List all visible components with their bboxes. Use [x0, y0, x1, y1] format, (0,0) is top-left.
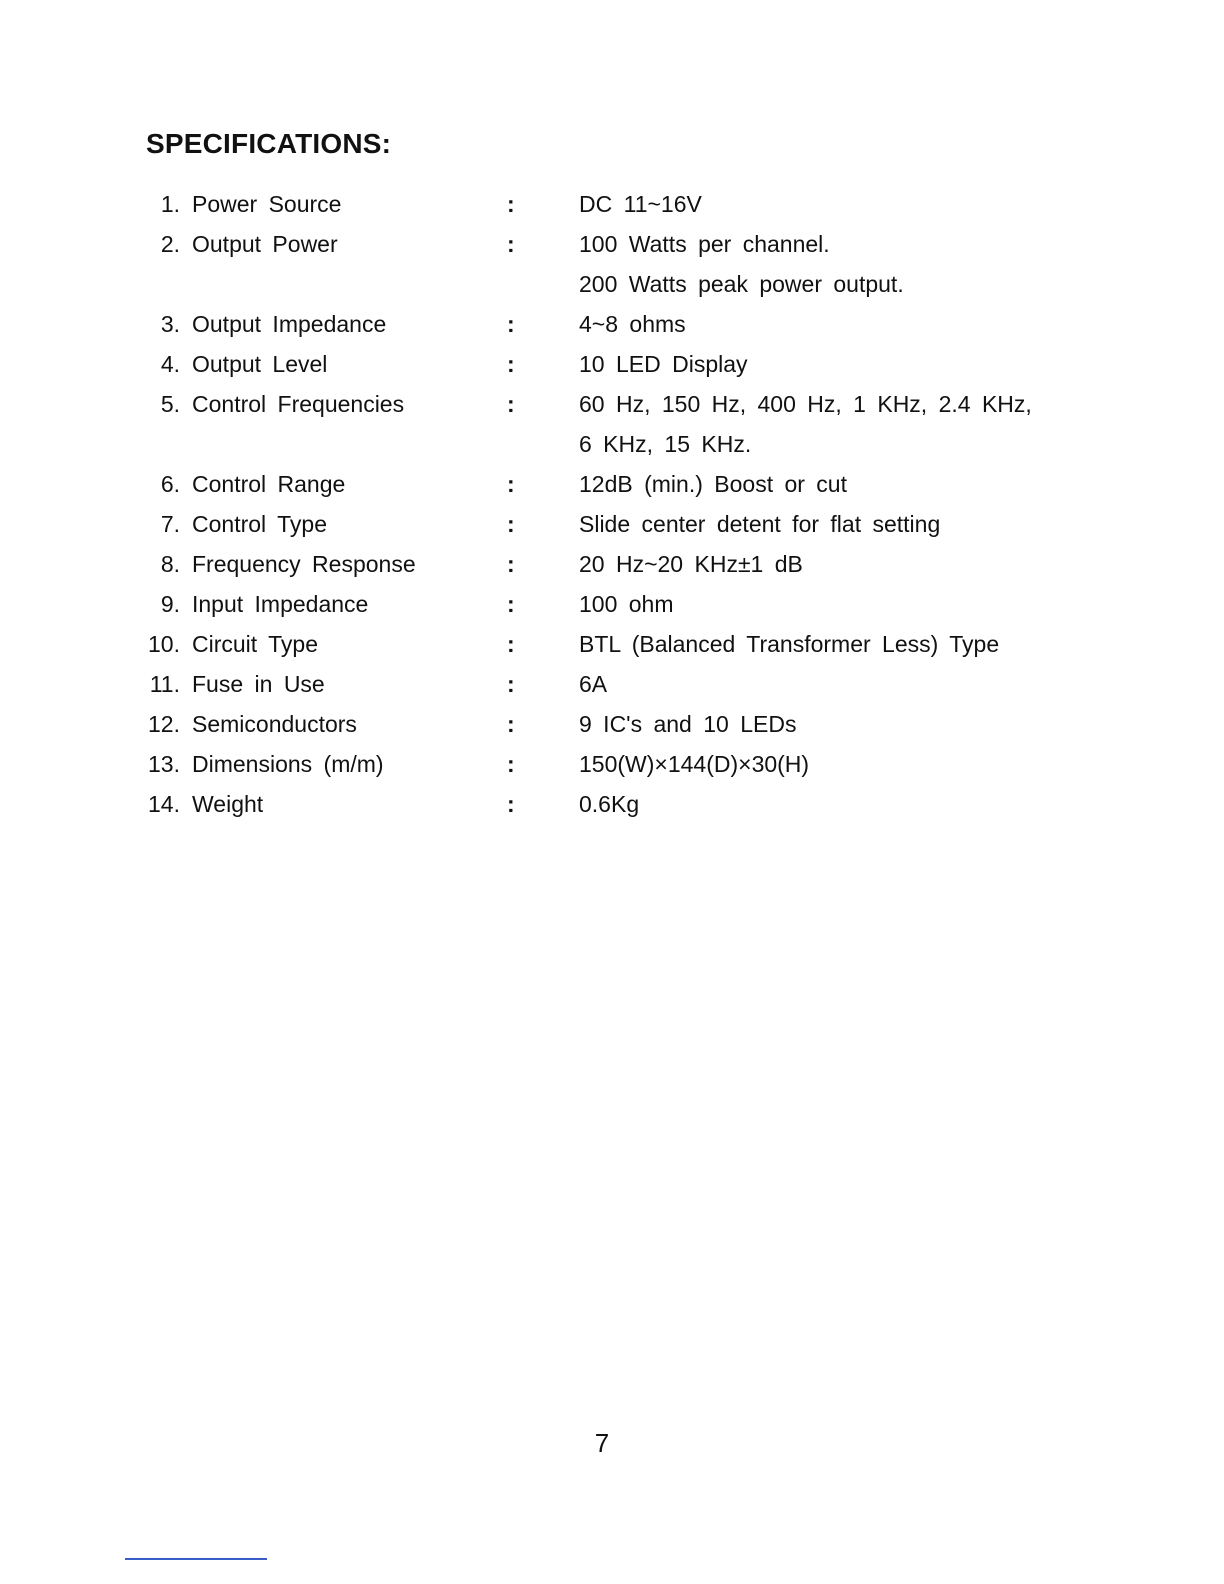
- spec-label: Power Source: [192, 191, 342, 217]
- spec-number: 1.: [160, 191, 180, 217]
- spec-row: [140, 464, 1100, 504]
- page-title: SPECIFICATIONS:: [146, 128, 392, 159]
- spec-value-line: 60 Hz, 150 Hz, 400 Hz, 1 KHz, 2.4 KHz,: [579, 391, 1032, 417]
- spec-value-line: 6 KHz, 15 KHz.: [579, 431, 752, 457]
- spec-label: Output Power: [192, 231, 338, 257]
- spec-number: 4.: [160, 351, 180, 377]
- spec-value: [579, 384, 1032, 464]
- spec-separator: :: [507, 671, 515, 697]
- spec-value-line: 9 IC's and 10 LEDs: [579, 711, 797, 737]
- spec-value-line: 20 Hz~20 KHz±1 dB: [579, 551, 803, 577]
- spec-row: [140, 584, 1100, 624]
- spec-value: [579, 624, 999, 664]
- footer-divider: [125, 1558, 267, 1560]
- spec-separator: :: [507, 711, 515, 737]
- spec-value: [579, 744, 809, 784]
- spec-label: Control Frequencies: [192, 391, 405, 417]
- spec-separator: :: [507, 631, 515, 657]
- spec-number: 8.: [160, 551, 180, 577]
- spec-value: [579, 344, 748, 384]
- spec-value: [579, 544, 803, 584]
- spec-separator: :: [507, 791, 515, 817]
- spec-separator: :: [507, 471, 515, 497]
- spec-row: [140, 184, 1100, 224]
- spec-value: [579, 704, 796, 744]
- spec-label: Semiconductors: [192, 711, 357, 737]
- spec-row: [140, 784, 1100, 824]
- spec-number: 7.: [160, 511, 180, 537]
- spec-row: [140, 344, 1100, 384]
- spec-number: 9.: [160, 591, 180, 617]
- spec-number: 5.: [160, 391, 180, 417]
- spec-value: [579, 664, 607, 704]
- spec-row: [140, 304, 1100, 344]
- spec-row: [140, 624, 1100, 664]
- spec-number: 12.: [148, 711, 180, 737]
- spec-value: [579, 584, 674, 624]
- spec-label: Input Impedance: [192, 591, 369, 617]
- page-number: 7: [594, 1428, 610, 1458]
- spec-separator: :: [507, 311, 515, 337]
- spec-row: [140, 544, 1100, 584]
- spec-number: 2.: [160, 231, 180, 257]
- spec-value-line: 4~8 ohms: [579, 311, 686, 337]
- spec-value: [579, 504, 940, 544]
- spec-value: [579, 784, 639, 824]
- spec-row: [140, 504, 1100, 544]
- spec-row: [140, 224, 1100, 304]
- spec-value-line: 10 LED Display: [579, 351, 748, 377]
- spec-number: 11.: [149, 671, 180, 697]
- spec-number: 13.: [148, 751, 180, 777]
- spec-label: Control Type: [192, 511, 327, 537]
- spec-separator: :: [507, 231, 515, 257]
- spec-value: [579, 224, 904, 304]
- spec-label: Circuit Type: [192, 631, 319, 657]
- spec-number: 3.: [160, 311, 180, 337]
- spec-number: 10.: [148, 631, 180, 657]
- spec-number: 14.: [148, 791, 180, 817]
- spec-value-line: 100 ohm: [579, 591, 674, 617]
- spec-row: [140, 664, 1100, 704]
- spec-separator: :: [507, 751, 515, 777]
- spec-separator: :: [507, 591, 515, 617]
- spec-row: [140, 384, 1100, 464]
- spec-value-line: 12dB (min.) Boost or cut: [579, 471, 847, 497]
- spec-label: Output Level: [192, 351, 328, 377]
- spec-separator: :: [507, 391, 515, 417]
- spec-value-line: BTL (Balanced Transformer Less) Type: [579, 631, 1000, 657]
- spec-value-line: Slide center detent for flat setting: [579, 511, 941, 537]
- spec-value-line: 200 Watts peak power output.: [579, 271, 904, 297]
- spec-separator: :: [507, 551, 515, 577]
- spec-row: [140, 704, 1100, 744]
- spec-row: [140, 744, 1100, 784]
- spec-label: Fuse in Use: [192, 671, 325, 697]
- spec-label: Dimensions (m/m): [192, 751, 384, 777]
- spec-value: [579, 464, 847, 504]
- spec-value: [579, 184, 702, 224]
- spec-label: Weight: [192, 791, 264, 817]
- spec-label: Output Impedance: [192, 311, 387, 337]
- spec-separator: :: [507, 191, 515, 217]
- spec-value-line: 150(W)×144(D)×30(H): [579, 751, 810, 777]
- spec-separator: :: [507, 351, 515, 377]
- spec-value-line: DC 11~16V: [579, 191, 702, 217]
- spec-value-line: 0.6Kg: [579, 791, 640, 817]
- spec-value: [579, 304, 686, 344]
- spec-number: 6.: [160, 471, 180, 497]
- spec-value-line: 6A: [579, 671, 608, 697]
- spec-label: Frequency Response: [192, 551, 416, 577]
- spec-label: Control Range: [192, 471, 346, 497]
- spec-separator: :: [507, 511, 515, 537]
- specifications-list: [140, 184, 1100, 824]
- spec-value-line: 100 Watts per channel.: [579, 231, 830, 257]
